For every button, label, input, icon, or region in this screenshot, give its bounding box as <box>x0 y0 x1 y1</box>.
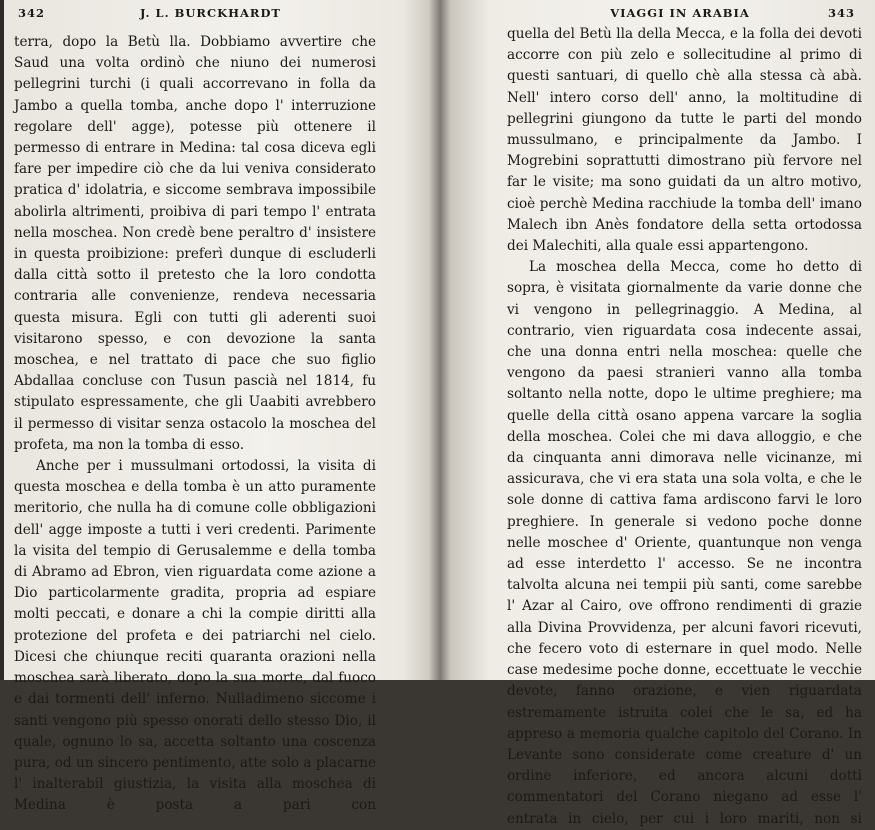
paragraph: La moschea della Mecca, come ho detto di sopra, è visitata giornalmente da varie donne che vi vengono in pellegrinaggio. A Medina, al contrario, vien riguardata cosa indecente assai, che una donna entri nella moschea: quelle che vengono da paesi stranieri vanno alla tomba soltanto nella notte, dopo le ultime preghiere; ma quelle della città osano appena varcare la soglia della moschea. Colei che mi dava alloggio, e che da cinquanta anni dimorava nelle vicinanze, mi assicurava, che vi era stata una sola volta, e che le sole donne di cattiva fama ardiscono farvi le loro preghiere. In generale si vedono poche donne nelle moschee d' Oriente, quantunque non venga ad esse interdetto l' accesso. Se ne incontra talvolta alcuna nei tempii più santi, come sarebbe l' Azar al Cairo, ove offrono rendimenti di grazie alla Divina Provvidenza, per alcuni favori ricevuti, che fecero voto di esternare in quel modo. Nelle case medesime poche donne, eccettuate le vecchie devote, fanno orazione, e vien riguardata estremamente istruita colei che le sa, ed ha appreso a memoria qualche capitolo del Corano. In Levante sono considerate come creature d' un ordine inferiore, ed ancora alcuni dotti commentatori del Corano niegano ad esse l' entrata in cielo, per cui i loro mariti, non si <box>507 259 862 827</box>
body-text <box>14 32 376 817</box>
paragraph: Anche per i mussulmani ortodossi, la visita di questa moschea e della tomba è un atto puramente meritorio, che nulla ha di comune colle obbligazioni dell' agge imposte a tutti i veri credenti. Parimente la visita del tempio di Gerusalemme e della tomba di Abramo ad Ebron, vien riguardata come azione a Dio particolarmente gradita, propria ad espiare molti peccati, e donare a chi la compie diritti alla protezione del profeta e dei patriarchi nel cielo. Dicesi che chiunque reciti quaranta orazioni nella moschea sarà liberato, dopo la sua morte, dal fuoco e dai tormenti dell' inferno. Nulladimeno siccome i santi vengono più spesso onorati dello stesso Dio, il quale, ognuno lo sa, accetta soltanto una coscenza pura, od un sincero pentimento, atte solo a placarne l' inalterabil giustizia, la visita alla moschea di Medina è posta a pari con <box>14 458 376 814</box>
page-number: 343 <box>827 6 855 20</box>
right-page <box>437 0 875 827</box>
running-head <box>505 6 855 24</box>
running-head <box>18 6 403 24</box>
paragraph: terra, dopo la Betù lla. Dobbiamo avvertire che Saud una volta ordinò che niuno dei numerosi pellegrini turchi (i quali accorrevano in folla da Jambo a quella tomba, anche dopo l' interruzione regolare dell' agge), potesse più ottenere il permesso di entrare in Medina: tal cosa diceva egli fare per impedire ciò che da lui veniva considerato pratica d' idolatria, e siccome sembrava impossibile abolirla altrimenti, proibiva di pari tempo l' entrata nella moschea. Non credè bene peraltro d' insistere in questa proibizione: preferì dunque di escluderli dalla città sotto il pretesto che la loro condotta contraria alle convenienze, rendeva necessaria questa misura. Egli con tutti gli aderenti suoi visitarono spesso, e con devozione la santa moschea, e nel trattato di pace che suo figlio Abdallaa concluse con Tusun pascià nel 1814, fu stipulato espressamente, che gli Uaabiti avrebbero il permesso di visitar senza ostacolo la moschea del profeta, ma non la tomba di esso. <box>14 34 376 453</box>
left-page <box>0 0 437 814</box>
paragraph: quella del Betù lla della Mecca, e la folla dei devoti accorre con più zelo e sollecitudine al primo di questi santuari, di quello chè alla stessa cà abà. Nell' intero corso dell' anno, la moltitudine di pellegrini giungono da tutte le parti del mondo mussulmano, e principalmente da Jambo. I Mogrebini soprattutti dimostrano più fervore nel far le visite; ma sono guidati da un altro motivo, cioè perchè Medina racchiude la tomba dell' imano Malech ibn Anès fondatore della setta ortodossa dei Malechiti, alla quale essi appartengono. <box>507 26 862 255</box>
body-text <box>507 24 862 830</box>
running-head-title: VIAGGI IN ARABIA <box>610 6 750 20</box>
running-head-title: J. L. BURCKHARDT <box>140 6 281 20</box>
page-number: 342 <box>18 6 46 20</box>
